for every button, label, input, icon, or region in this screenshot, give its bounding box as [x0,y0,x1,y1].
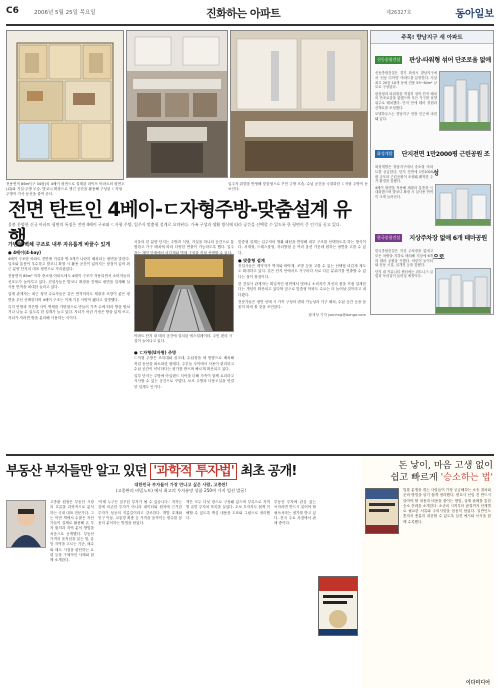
kitchen-caption: 입주자 취향을 반영해 맞춤형으로 꾸민 주방 모습. 수납 공간을 극대화한 ㄷ자형 주방이 돋보인다. [228,182,368,191]
ad-column-1: 고종완 원장은 부동산 시장의 흐름을 과학적으로 분석하는 국내 대표 전문가다. 그는 이번 책에서 수많은 자산가들이 실제로 활용해 온 투자 원칙과 지역 분석 방법을 처음으로 공개했다. 부동산 가격의 움직임을 읽는 법, 유망 지역을 고르는 기준, 매수와 매도 시점을 판단하는 요령 등을 구체적인 사례와 함께 소개한다. [50,500,94,563]
sidebar-item-headline: 지상주차장 없애 6개 테마공원으로 [409,235,487,261]
byline: 황재성 기자 jsonhng@donga.com [308,312,366,317]
floor-plan-caption: 전용면적 86m²(구 34평)의 4베이 평면으로 설계된 라이프 아파트의 평면도(위)와 거실·주방 모습. 발코니 확장으로 생긴 공간을 활용해 구성된 ㄷ자형 주방이 가사 동선을 줄여 준다. [6,182,125,196]
living-room-photo [230,30,368,178]
sidebar-item-2 [375,143,491,225]
paragraph: 일부 단지는 주방에 아일랜드 식탁을 더해 가족이 함께 요리하고 식사할 수 있는 공간으로 꾸몄다. 보조 주방과 다용도실을 연결한 설계도 인기다. [134,374,234,389]
page-number: C6 [6,6,19,16]
bullet-heading-custom: ● 맞춤형 설계 [238,257,265,263]
article-subhead: 가변형 벽체 구조로 내부 자유롭게 바꿀수 있게 [8,242,111,248]
bullet-heading-4bay: ● 4베이(4-bay) [8,250,42,256]
paragraph: 서울의 한 분양 단지는 주방과 식당, 거실을 하나의 공간으로 통합하고 가구 배치에 따라 다양한 연출이 가능하도록 했다. 입주자는 계약 단계에서 마감재와 벽체 구성을 직접 선택할 수 있다. [134,240,234,255]
sidebar-item-body [375,71,437,151]
paragraph: 한국종합건설은 지상 주차장을 없애고 모든 차량을 지하로 배치해 지상에 6개의 테마 공원을 꾸몄다. 어린이 놀이터와 운동 시설, 실개천 등을 갖췄다. [375,249,433,268]
ad-sub-line-2: (고종완의 비밀노트) 에서 최고의 투자유망 상품 250여 가지 엄선 발굴! [115,488,247,493]
sidebar-item-body [375,249,433,323]
sidebar-item-3 [375,227,491,313]
ad-headline-post: 최초 공개! [240,464,297,479]
article-column-3 [238,240,366,450]
paragraph: 단지 내 커뮤니티 센터에는 피트니스 클럽과 독서실이 들어설 예정이다. [375,269,433,279]
slogan-line-2-highlight: '승소하는 법' [440,471,493,483]
paragraph: 신동종합건설은 경기 화성시 향남지구에서 '신동 디아망' 아파트를 분양한다. 지상 최고 20층 10개 동에 전용 59~84m² 규모로 구성된다. [375,71,437,90]
slogan-line-1: 돈 낳이, 마음 고생 없이 [398,460,493,471]
book-advertisement [6,454,494,686]
company-tag: 신동종합건설 [377,56,401,62]
paragraph: 전용면적 85m² 이하 중소형 아파트에도 4베이 구조가 적용되면서 소비자들의 선호도가 높아지고 있다. 건설사들은 발코니 확장을 전제로 평면을 설계해 실사용 면적을 최대한 늘리고 있다. [8,274,130,290]
kitchen-photo [126,30,228,178]
sidebar-title: 주목! 향남지구 새 아파트 [371,31,493,44]
ad-subheadline [6,482,356,494]
bullet-heading-kitchen: ● ㄷ자형(U자형) 주방 [134,350,177,355]
ad-column-2: '이제 누구든 꿈꾸던 부자가 될 수 있습니다.' 저자는 감에 의존한 투자가 아니라 데이터와 원칙에 근거한 투자가 성공의 지름길이라고 강조한다. 개발 호재와 인구 이동, 교통망 확충 등 가격을 움직이는 변수를 꼼꼼히 분석하는 방법을 담았다. [98,500,182,526]
lobby-caption: 아파트 단지 내 테마 공간에 설치된 에스컬레이터. 주민 편의 시설이 늘어나고 있다. [134,334,233,343]
sidebar-continuation [372,318,492,448]
ad-sub-line-1: 대한민국 부자들이 가장 만나고 싶은 사람, 고종완! [134,482,228,487]
company-tag: 화성개발 [377,150,393,156]
slogan-line-2 [363,472,493,484]
ad-column-4: 부동산 투자에 관심 있는 독자라면 반드시 읽어야 할 필독서라는 평가를 받고 있다. 전국 주요 서점에서 판매 중이다. [274,500,316,526]
floor-plan-photo [6,30,124,180]
ad-footer: 이다미디어 [465,680,490,686]
main-headline: 전면 탄트인 4베이-ㄷ자형주방-맞춤설계 유행 [8,198,351,249]
paragraph: ㄷ자형 주방은 조리대와 싱크대, 수납장을 세 방향으로 배치해 작업 동선을 최소화한 형태다. 주부들 사이에서 사용이 편리하고 수납 공간이 넉넉하다는 평가를 받으며 빠르게 확산되고 있다. [134,356,234,371]
sidebar-item-body [375,165,433,235]
article-column-2-lower [134,348,234,450]
newspaper-name: 동아일보 [455,9,494,20]
sidebar-item-headline: 판상-타워형 섞어 단조로움 없애 [409,57,491,64]
company-tag: 한국종합건설 [377,234,401,240]
publish-date: 2006년 5월 25일 목요일 [34,10,96,16]
author-photo [6,500,46,548]
sidebar-item-1 [375,49,491,141]
sidebar-item-headline: 단지전면 1만2000평 근린공원 조성 [401,151,490,177]
ad-right-body: 법률 분쟁을 겪는 사람들이 가장 궁금해하는 소송 절차와 준비 방법을 알기 쉽게 정리했다. 변호사 선임 전 반드시 알아야 할 내용과 비용을 줄이는 방법, 실제 판례를 통한 승소 전략을 소개한다. 소송의 시작부터 판결까지 단계별로 필요한 서류와 주의사항을 꼼꼼히 담았다. 일반인도 혼자서 충분히 대응할 수 있도록 실전 예시와 서식을 함께 수록했다. [403,488,491,524]
ad-right-panel [361,456,494,688]
sidebar-photo-1 [439,71,491,131]
book-cover [318,576,358,636]
paragraph: 화성개발은 향남지구에서 중소형 아파트를 공급한다. 단지 전면에 1만2000평 규모의 근린공원이 조성돼 쾌적한 주거 환경을 갖췄다. [375,165,433,184]
paragraph: 4베이 평면을 적용해 채광과 통풍을 극대화했으며 발코니 확장 시 실사용 면적이 크게 늘어난다. [375,185,433,200]
paragraph: 모델하우스는 향남지구 현장 인근에 마련돼 있다. [375,112,437,122]
paragraph: 전문가들은 평면 선택 시 가족 구성의 변화 가능성과 가구 배치, 수납 공간 등을 꼼꼼히 따져 볼 것을 조언한다. [238,299,366,310]
paragraph: 업계 관계자는 최근 청약 수요자들은 같은 면적이라도 채광과 조망이 좋은 평면을 우선 선택한다며 4베이 구조는 이제 기본 사양이 됐다고 설명했다. [8,292,130,302]
article-column-1 [8,240,130,450]
paragraph: 4베이 구조란 아파트 전면에 거실과 방 3개가 나란히 배치되는 평면을 말한다. 일조와 통풍이 우수하고 발코니 확장 시 활용 공간이 넓어지는 장점이 있어 최근 분양 단지의 대표 평면으로 자리잡았다. [8,256,130,272]
sidebar-box [370,30,494,315]
page-header [6,4,494,26]
ad-headline-pre: 부동산 부자들만 알고 있던 [6,464,147,479]
paragraph: 한 건설사 관계자는 획일적인 평면에서 벗어나 소비자가 자신의 집을 직접 설계한다는 개념이 확산되고 있다며 앞으로 맞춤형 아파트 수요는 더 늘어날 것이라고 내다봤다. [238,282,366,297]
ad-headline [6,460,356,479]
paragraph: 맞춤형 설계는 입주자의 생활 패턴을 반영해 내부 구조를 선택하도록 하는 방식이다. 서재형, 드레스룸형, 자녀방형 등 여러 옵션 가운데 원하는 평면을 고를 수 있다. [238,240,366,255]
paragraph: 건설사들은 계약자가 벽지와 바닥재, 조명 등을 고를 수 있는 선택형 마감재 제도도 확대하고 있다. 같은 단지 안에서도 가구마다 서로 다른 분위기를 연출할 수 있다는 점이 장점이다. [238,264,366,279]
ad-column-3: 책은 모두 다섯 장으로 구성돼 있으며 부록으로 지역별 유망 투자처 목록을 실었다. 초보 투자자도 쉽게 이해할 수 있도록 핵심 내용을 도표와 그림으로 정리했다. [186,500,270,520]
paragraph: 특히 안방과 작은방 사이 벽체를 가변형으로 만들어 가족 수에 따라 방을 합치거나 나눌 수 있도록 한 설계가 늘고 있다. 자녀가 어린 가정은 방을 넓게 쓰고, 자녀가 자라면 방을 분리해 사용하는 식이다. [8,304,130,320]
paragraph: 판상형과 타워형을 적절히 섞어 단지 배치의 단조로움을 없앴으며 모든 가구를 남향 위주로 배치했다. 단지 안에 테마 정원과 산책로를 조성했다. [375,91,437,111]
slogan-line-2-pre: 쉽고 빠르게 [390,471,441,483]
ad-headline-boxed: '과학적 투자법' [150,463,237,480]
lobby-photo [134,254,234,332]
issue-number: 제26327호 [386,10,412,16]
sidebar-photo-3 [435,268,491,314]
sidebar-photo-2 [435,184,491,226]
ad-slogan [363,460,493,483]
article-column-2 [134,240,234,255]
lead-paragraph: 올봄 분양한 신규 아파트 평면의 특징은 전면 4베이 구조와 ㄷ자형 주방, 입주자 맞춤형 설계로 요약된다. 가족 구성과 생활 방식에 따라 공간을 선택할 수 있도록 한 평면이 큰 인기를 끌고 있다. [8,222,342,227]
ad-book-2 [365,488,399,534]
section-title: 진화하는 아파트 [206,7,281,20]
